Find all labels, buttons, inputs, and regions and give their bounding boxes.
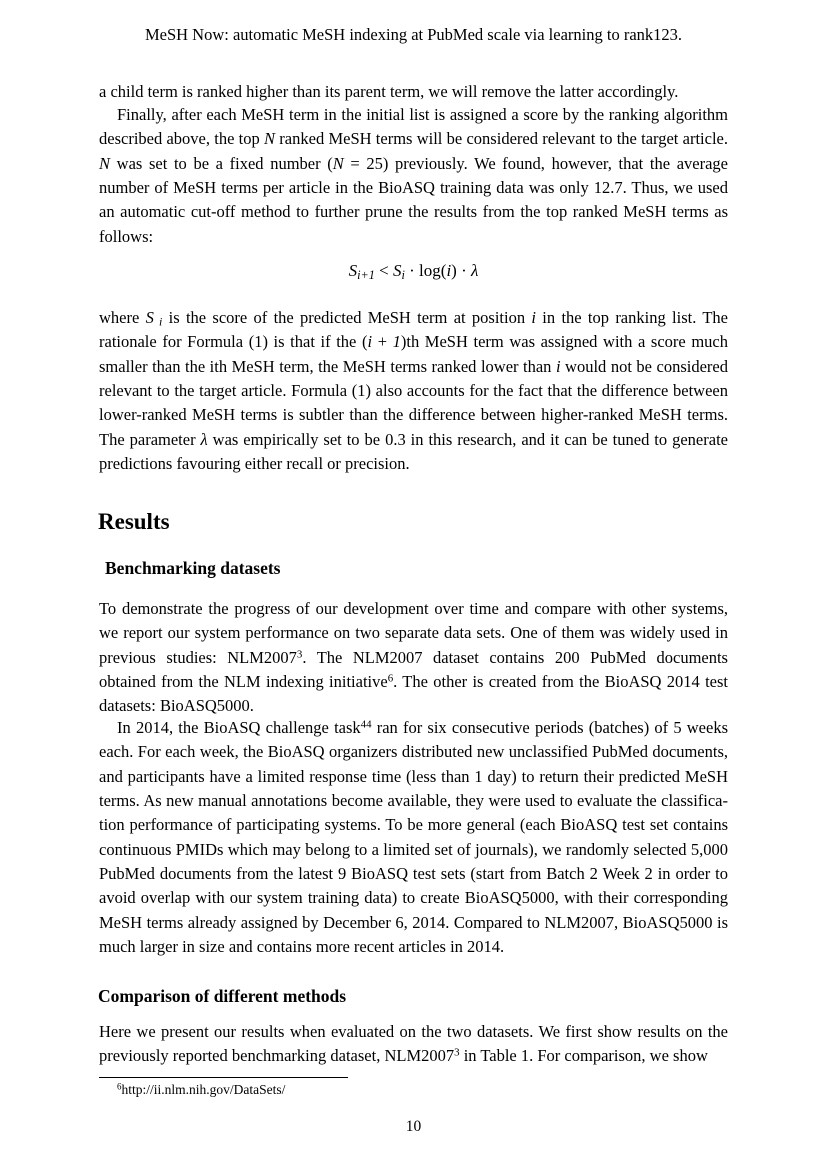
text-run: i <box>446 261 452 280</box>
text-run: )th MeSH term was assigned with a score much smaller than the ith MeSH term, the MeSH terms ranked lower than <box>99 332 729 376</box>
text-run: S <box>392 261 402 280</box>
paragraph-continuation <box>99 80 728 104</box>
text-run: Finally, after each MeSH term in the initial list is assigned a score by the ranking algorithm described above, the top <box>99 105 728 149</box>
footnote-text: http://ii.nlm.nih.gov/DataSets/ <box>121 1082 286 1097</box>
footnote <box>99 1081 728 1099</box>
paragraph-finally <box>99 103 728 249</box>
text-run: i+1 <box>357 267 375 282</box>
paragraph-where <box>99 306 728 476</box>
text-run: i <box>401 267 405 282</box>
text-run: S <box>145 308 154 327</box>
footnote-rule <box>99 1077 348 1078</box>
display-formula-cutoff <box>99 256 728 286</box>
text-run: ) · <box>451 261 471 280</box>
text-run: i <box>367 332 373 352</box>
text-run: λ <box>471 261 479 280</box>
text-run: i <box>531 308 536 327</box>
text-run: in Table 1. For comparison, we show <box>459 1046 708 1066</box>
text-run: i <box>555 356 561 376</box>
subsection-heading-comparison-methods: Comparison of different methods <box>98 986 347 1006</box>
text-run: N <box>99 153 111 173</box>
text-run: N <box>264 129 276 149</box>
text-run: 6 <box>387 672 394 685</box>
page-number: 10 <box>405 1118 422 1135</box>
footnote-marker: 6 <box>117 1081 122 1092</box>
text-run: was set to be a fixed number ( <box>110 153 333 173</box>
text-run: . The NLM2007 dataset contains 200 PubMed documents obtained from the NLM indexing initiative <box>99 647 728 692</box>
text-run: In 2014, the BioASQ challenge task <box>117 718 361 737</box>
text-run: a child term is ranked higher than its parent term, we will remove the latter accordingly. <box>99 82 679 101</box>
section-heading-results: Results <box>98 509 170 534</box>
text-run: = 25) previously. We found, however, that the average number of MeSH terms per article in the BioASQ training data was only 12.7. Thus, we used an automatic cut-off method to further prune the results from the top ranked MeSH terms as follows: <box>99 153 728 246</box>
text-run: + <box>372 332 393 352</box>
text-run: 3 <box>454 1046 460 1059</box>
text-run: λ <box>200 429 208 449</box>
paragraph-demonstrate <box>99 597 728 719</box>
text-run: would not be considered relevant to the target article. Formula (1) also accounts for the fact that the difference between lower-ranked MeSH terms is subtler than the difference between higher-ranked MeSH terms. The parameter <box>99 356 728 449</box>
text-run: ranked MeSH terms will be considered relevant to the target article. <box>275 129 728 149</box>
text-run: Here we present our results when evaluated on the two datasets. We first show results on the previously reported benchmarking dataset, NLM2007 <box>99 1022 728 1066</box>
paragraph-in2014 <box>99 716 728 959</box>
text-run: To demonstrate the progress of our development over time and compare with other systems, we report our system performance on two separate data sets. One of them was widely used in previous studies: NLM2007 <box>99 599 728 667</box>
text-run: 3 <box>296 648 303 661</box>
paragraph-here <box>99 1020 728 1069</box>
text-run: N <box>332 153 344 173</box>
text-run: ran for six consecutive periods (batches) of 5 weeks each. For each week, the BioASQ organizers distributed new unclassified PubMed documents, and participants have a limited response time (less than 1 day) to return their predicted MeSH terms. As new manual annotations become available, they were used to evaluate the classification performance of participating systems. To be more general (each BioASQ test set contains continuous PMIDs which may belong to a limited set of journals), we randomly selected 5,000 PubMed documents from the latest 9 BioASQ test sets (start from Batch 2 Week 2 in order to avoid overlap with our system training data) to create BioASQ5000, with their corresponding MeSH terms already assigned by December 6, 2014. Compared to NLM2007, BioASQ5000 is much larger in size and contains more recent articles in 2014. <box>99 718 729 957</box>
subsection-heading-benchmarking-datasets: Benchmarking datasets <box>105 558 281 578</box>
text-run: i <box>153 314 163 329</box>
text-run: 1 <box>392 332 401 352</box>
running-header: MeSH Now: automatic MeSH indexing at PubMed scale via learning to rank123. <box>144 25 683 44</box>
text-run: 44 <box>360 718 372 731</box>
text-run: is the score of the predicted MeSH term at position <box>162 308 532 327</box>
text-run: < <box>374 261 393 280</box>
text-run: . The other is created from the BioASQ 2014 test datasets: BioASQ5000. <box>99 672 728 716</box>
text-run: where <box>99 308 146 327</box>
text-run: S <box>348 261 358 280</box>
text-run: in the top ranking list. The rationale for Formula (1) is that if the ( <box>99 308 728 352</box>
text-run: was empirically set to be 0.3 in this research, and it can be tuned to generate predictions favouring either recall or precision. <box>99 429 728 474</box>
text-run: · log( <box>404 261 447 280</box>
